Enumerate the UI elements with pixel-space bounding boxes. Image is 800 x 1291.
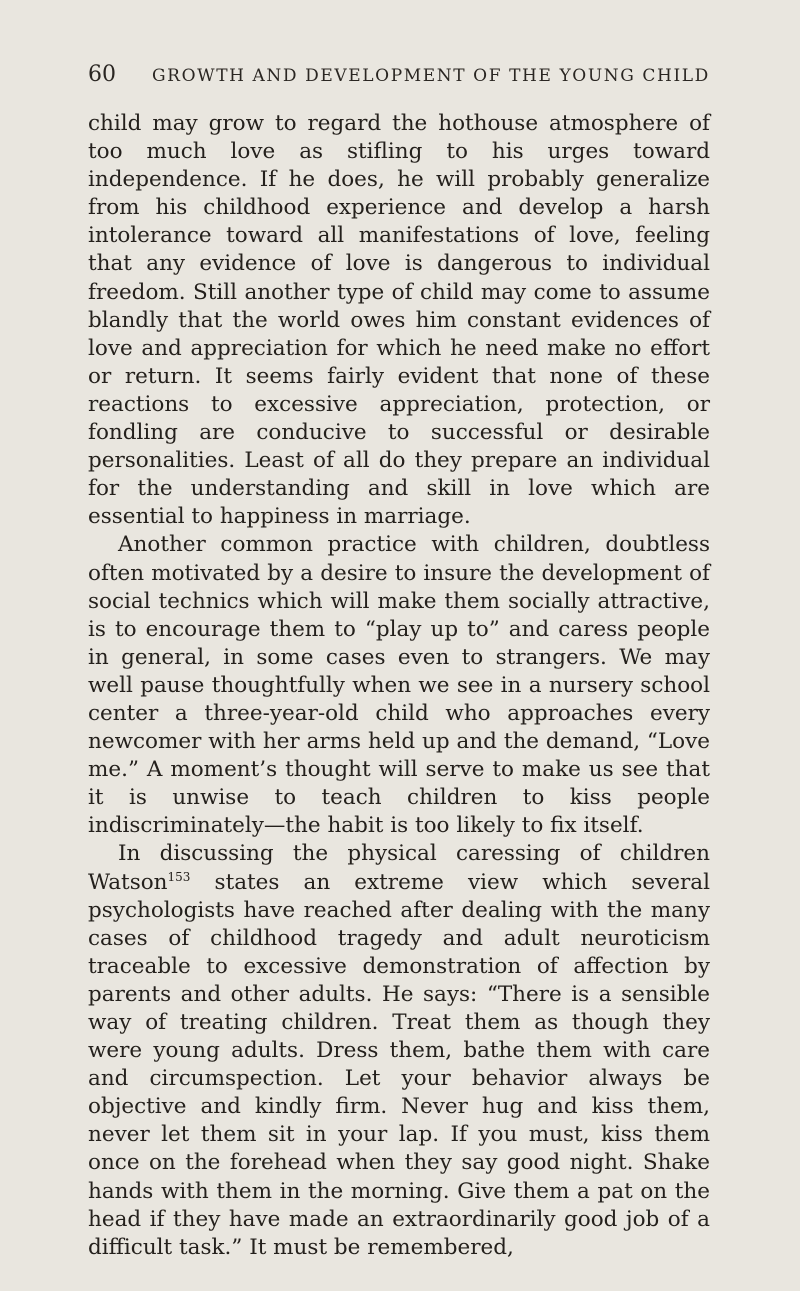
paragraph-3-end: states an extreme view which several psychologists have reached after dealing with the many cases of childhood tragedy and adult neuroticism traceable to excessive demonstration of affection by parents and other adults. He says: “There is a sensible way of treating children. Treat them as though they were young adults. Dress them, bathe them with care and circumspection. Let your behavior always be objective and kindly firm. Never hug and kiss them, never let them sit in your lap. If you must, kiss them once on the forehead when they say good night. Shake hands with them in the morning. Give them a pat on the head if they have made an extraordinarily good job of a difficult task.” It must be remembered, [88,869,710,1260]
paragraph-1: child may grow to regard the hothouse atmosphere of too much love as stifling to his urges toward independence. If he does, he will probably generalize from his childhood experience and develop a harsh intolerance toward all manifestations of love, feeling that any evidence of love is dangerous to individual freedom. Still another type of child may come to assume blandly that the world owes him constant evidences of love and appreciation for which he need make no effort or return. It seems fairly evident that none of these reactions to excessive appreciation, protection, or fondling are conducive to successful or desirable personalities. Least of all do they prepare an individual for the understanding and skill in love which are essential to happiness in marriage. [88,111,710,530]
running-title: GROWTH AND DEVELOPMENT OF THE YOUNG CHILD [152,66,710,86]
paragraph-2: Another common practice with children, doubtless often motivated by a desire to insure the development of social technics which will make them socially attractive, is to encourage them to “play up to” and caress people in general, in some cases even to strangers. We may well pause thoughtfully when we see in a nursery school center a three-year-old child who approaches every newcomer with her arms held up and the demand, “Love me.” A moment’s thought will serve to make us see that it is unwise to teach children to kiss people indiscriminately—the habit is too likely to fix itself. [88,532,710,839]
page-number: 60 [88,62,116,87]
paragraph-3 [88,840,710,1261]
footnote-reference: 153 [167,869,191,884]
running-head [88,62,728,94]
body-text [88,110,710,1262]
paragraph-3-start: In discussing the physical caressing of children Watson [88,841,710,895]
